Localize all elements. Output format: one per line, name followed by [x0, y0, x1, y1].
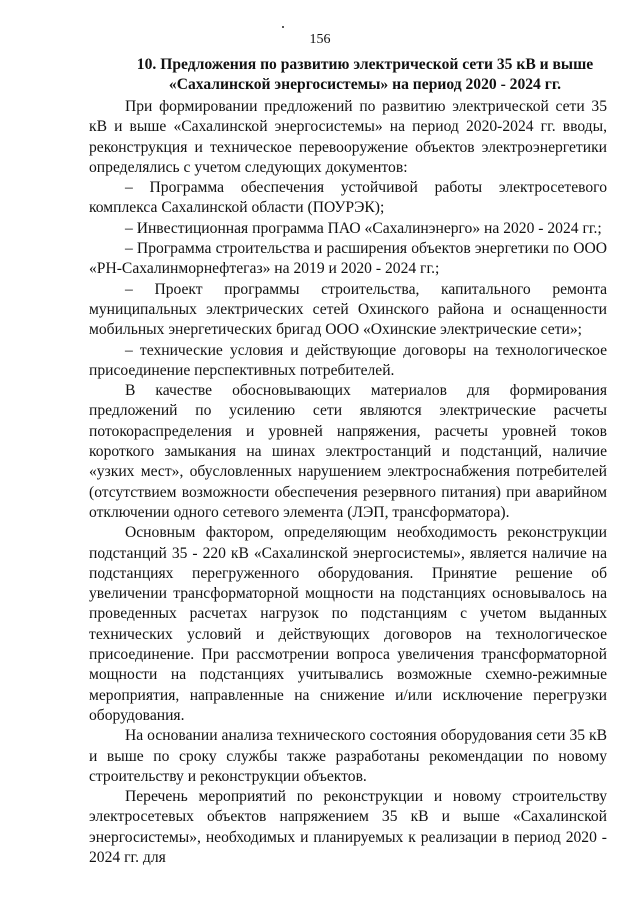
list-item-pouurek: – Программа обеспечения устойчивой работы электросетевого комплекса Сахалинской области (ПОУРЭК);	[89, 179, 607, 217]
list-item-okha-project: – Проект программы строительства, капитального ремонта муниципальных электрических сетей Охинского района и оснащенности мобильных энергетических бригад ООО «Охинские электрические сети»;	[89, 280, 607, 339]
body-text	[89, 97, 607, 868]
scan-speck	[282, 26, 284, 28]
paragraph-technical-analysis: На основании анализа технического состояния оборудования сети 35 кВ и выше по сроку службы также разработаны рекомендации по новому строительству и реконструкции объектов.	[89, 727, 607, 785]
paragraph-measures-list: Перечень мероприятий по реконструкции и новому строительству электросетевых объектов напряжением 35 кВ и выше «Сахалинской энергосистемы», необходимых и планируемых к реализации в период 2020 - 2024 гг. для	[89, 788, 607, 866]
paragraph-justifying-materials: В качестве обосновывающих материалов для формирования предложений по усилению сети являются электрические расчеты потокораспределения и уровней напряжения, расчеты уровней токов короткого замыкания на шинах электростанций и подстанций, наличие «узких мест», обусловленных нарушением электроснабжения потребителей (отсутствием возможности обеспечения резервного питания) при аварийном отключении одного сетевого элемента (ЛЭП, трансформатора).	[89, 382, 607, 521]
list-item-technical-conditions: – технические условия и действующие договоры на технологическое присоединение перспективных потребителей.	[89, 341, 607, 379]
list-item-construction-program: – Программа строительства и расширения объектов энергетики по ООО «РН-Сахалинморнефтегаз» на 2019 и 2020 - 2024 гг.;	[89, 240, 607, 278]
list-item-investment-program: – Инвестиционная программа ПАО «Сахалинэнерго» на 2020 - 2024 гг.;	[125, 219, 602, 237]
section-heading: 10. Предложения по развитию электрической сети 35 кВ и выше «Сахалинской энергосистемы» на период 2020 - 2024 гг.	[136, 56, 594, 93]
paragraph-main-factor: Основным фактором, определяющим необходимость реконструкции подстанций 35 - 220 кВ «Сахалинской энергосистемы», является наличие на подстанциях перегруженного оборудования. Принятие решение об увеличении трансформаторной мощности на подстанциях основывалось на проведенных расчетах нагрузок по подстанциям с учетом выданных технических условий и действующих договоров на технологическое присоединение. При рассмотрении вопроса увеличения трансформаторной мощности на подстанциях учитывались возможные схемно-режимные мероприятия, направленные на снижение и/или исключение перегрузки оборудования.	[89, 524, 607, 724]
page-number: 156	[309, 32, 331, 47]
paragraph-intro: При формировании предложений по развитию электрической сети 35 кВ и выше «Сахалинской энергосистемы» на период 2020-2024 гг. вводы, реконструкция и техническое перевооружение объектов электроэнергетики определялись с учетом следующих документов:	[89, 98, 607, 176]
